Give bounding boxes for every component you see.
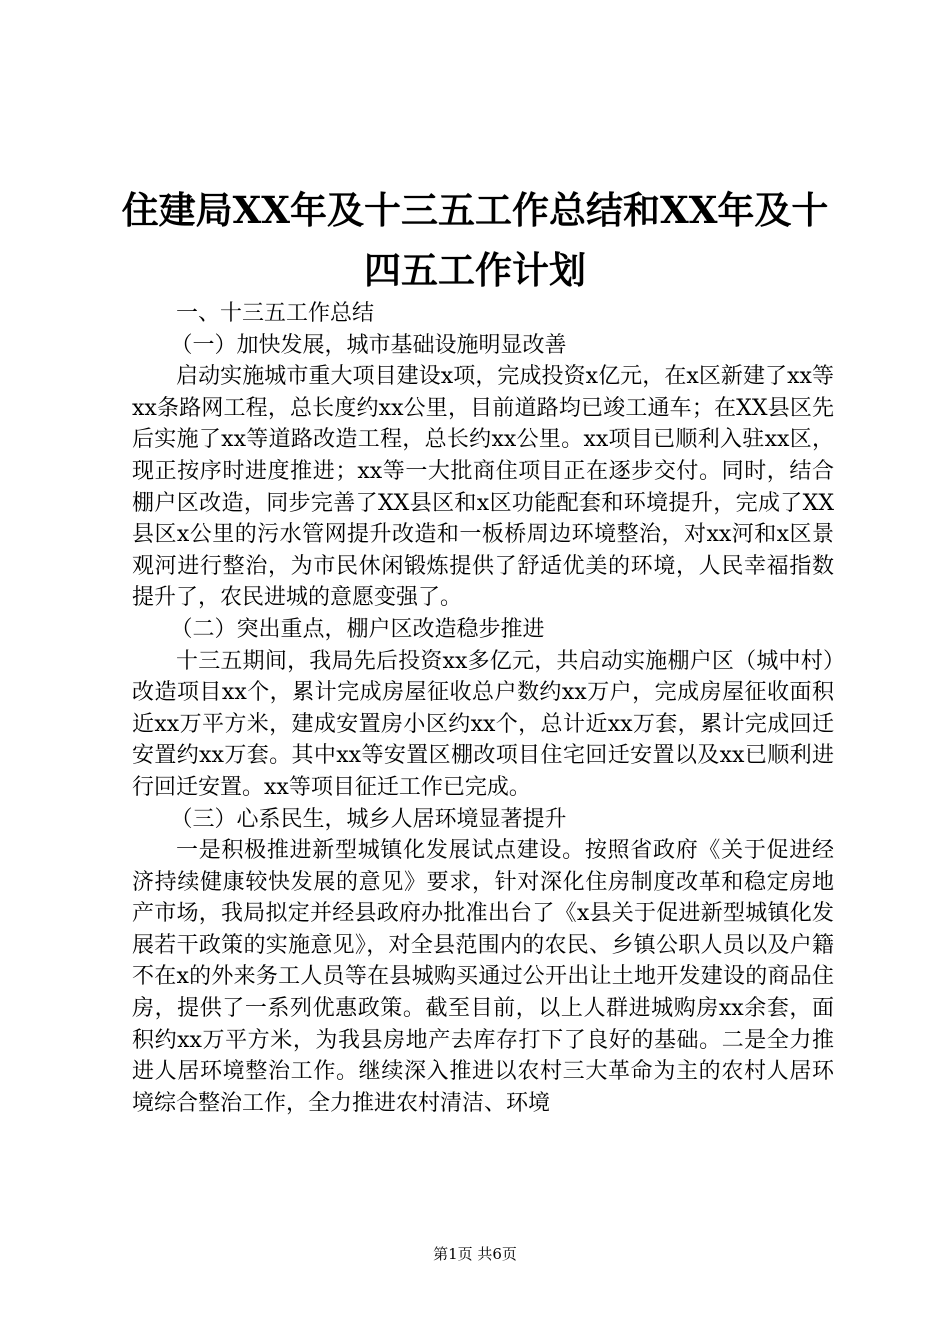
document-body [132,298,834,1119]
document-title: 住建局XX年及十三五工作总结和XX年及十四五工作计划 [121,188,829,292]
body-paragraph: 一是积极推进新型城镇化发展试点建设。按照省政府《关于促进经济持续健康较快发展的意见》要求，针对深化住房制度改革和稳定房地产市场，我局拟定并经县政府办批准出台了《x县关于促进新型城镇化发展若干政策的实施意见》，对全县范围内的农民、乡镇公职人员以及户籍不在x的外来务工人员等在县城购买通过公开出让土地开发建设的商品住房，提供了一系列优惠政策。截至目前，以上人群进城购房xx余套，面积约xx万平方米，为我县房地产去库存打下了良好的基础。二是全力推进人居环境整治工作。继续深入推进以农村三大革命为主的农村人居环境综合整治工作，全力推进农村清洁、环境 [132,838,834,1116]
subsection-heading: （二）突出重点，棚户区改造稳步推进 [170,616,545,642]
body-paragraph: 启动实施城市重大项目建设x项，完成投资x亿元，在x区新建了xx等xx条路网工程，总长度约xx公里，目前道路均已竣工通车；在XX县区先后实施了xx等道路改造工程，总长约xx公里。xx项目已顺利入驻xx区，现正按序时进度推进；xx等一大批商住项目正在逐步交付。同时，结合棚户区改造，同步完善了XX县区和x区功能配套和环境提升，完成了XX县区x公里的污水管网提升改造和一板桥周边环境整治，对xx河和x区景观河进行整治，为市民休闲锻炼提供了舒适优美的环境，人民幸福指数提升了，农民进城的意愿变强了。 [132,364,834,611]
subsection-heading: （一）加快发展，城市基础设施明显改善 [170,332,567,358]
body-paragraph: 十三五期间，我局先后投资xx多亿元，共启动实施棚户区（城中村）改造项目xx个，累计完成房屋征收总户数约xx万户，完成房屋征收面积近xx万平方米，建成安置房小区约xx个，总计近xx万套，累计完成回迁安置约xx万套。其中xx等安置区棚改项目住宅回迁安置以及xx已顺利进行回迁安置。xx等项目征迁工作已完成。 [132,648,834,800]
page-number: 第1页 共6页 [433,1245,517,1263]
section-heading: 一、十三五工作总结 [176,301,375,326]
subsection-heading: （三）心系民生，城乡人居环境显著提升 [170,806,567,832]
